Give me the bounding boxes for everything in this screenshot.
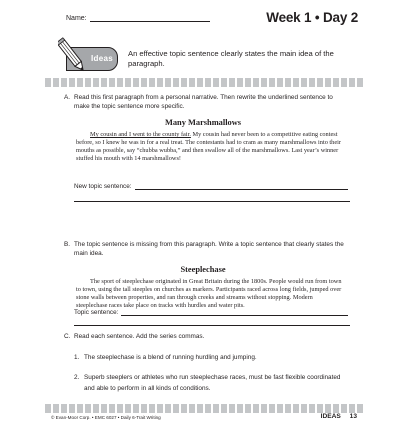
paragraph-a-underlined-sentence: My cousin and I went to the county fair.	[90, 131, 191, 138]
answer-b	[74, 309, 348, 316]
section-c-instructions	[64, 333, 344, 342]
paragraph-b-title: Steeplechase	[180, 265, 226, 274]
answer-b-line[interactable]	[121, 309, 348, 316]
footer	[45, 413, 363, 423]
paragraph-a-body: My cousin had never been to a competitive eating contest before, so I knew he was in for a real treat. The contestants had to cram as many marshmallows into their mouths as possible, say “chubba wubba,” and then swallow all of the marshmallows. Last year’s winner stuffed his mouth with 14 marshmallows!	[76, 131, 341, 162]
name-field	[66, 15, 210, 22]
name-line[interactable]	[90, 15, 210, 22]
pencil-icon	[58, 36, 86, 76]
sentence-1-number: 1.	[74, 354, 80, 361]
week-day-heading: Week 1 • Day 2	[266, 10, 358, 25]
footer-trait-page	[321, 413, 357, 420]
sentence-1	[74, 352, 346, 363]
section-c-instructions-text: Read each sentence. Add the series commas.	[74, 333, 205, 340]
section-a-letter: A.	[64, 94, 71, 101]
section-a-instructions-text: Read this first paragraph from a personal narrative. Then rewrite the underlined sentence to make the topic sentence more specific.	[74, 94, 333, 110]
answer-a	[74, 183, 348, 190]
paragraph-b: The sport of steeplechase originated in Great Britain during the 1800s. People would run from town to town, using the tall steeples on churches as markers. Participants raced across long fields, jumped over stone walls between properties, and ran through creeks and streams without stopping. Modern steeplechase races take place on tracks with hurdles and water pits.	[76, 278, 342, 309]
ideas-badge-label: Ideas	[91, 54, 113, 63]
ideas-tip: An effective topic sentence clearly states the main idea of the paragraph.	[128, 49, 334, 68]
answer-b-line-2[interactable]	[74, 325, 350, 326]
name-label: Name:	[66, 15, 87, 22]
footer-trait: IDEAS	[320, 413, 341, 420]
sentence-2	[74, 372, 346, 394]
footer-credit: © Evan-Moor Corp. • EMC 6027 • Daily 6-Trait Writing	[51, 415, 161, 420]
sentence-2-number: 2.	[74, 374, 80, 381]
top-divider-stripe	[45, 78, 363, 87]
answer-a-label: New topic sentence:	[74, 183, 132, 190]
section-b-instructions-text: The topic sentence is missing from this paragraph. Write a topic sentence that clearly states the main idea.	[74, 241, 344, 257]
sentence-1-text: The steeplechase is a blend of running hurdling and jumping.	[84, 354, 257, 361]
answer-b-label: Topic sentence:	[74, 309, 119, 316]
answer-a-line[interactable]	[135, 183, 348, 190]
answer-a-line-2[interactable]	[74, 201, 350, 202]
bottom-divider-stripe	[45, 404, 363, 413]
section-a-instructions	[64, 94, 344, 112]
paragraph-a-title: Many Marshmallows	[164, 118, 242, 127]
paragraph-a	[76, 131, 342, 163]
section-b-letter: B.	[64, 241, 71, 248]
ideas-badge	[66, 47, 118, 71]
section-c-letter: C.	[64, 333, 71, 340]
sentence-2-text: Superb steeplers or athletes who run steeplechase races, must be fast flexible coordinated and able to perform in all kinds of conditions.	[84, 374, 341, 392]
page-number: 13	[349, 413, 357, 420]
section-b-instructions	[64, 241, 344, 259]
